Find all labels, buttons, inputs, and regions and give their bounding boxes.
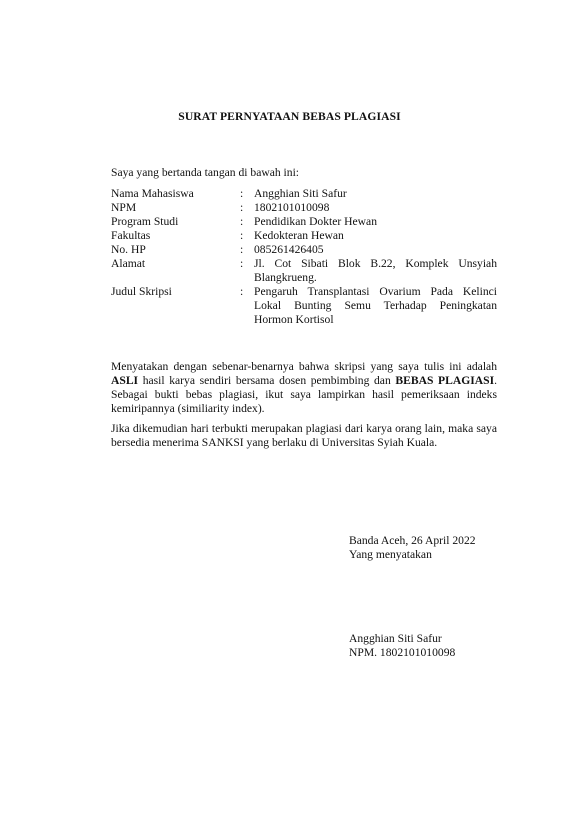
field-value: Pengaruh Transplantasi Ovarium Pada Kelinci Lokal Bunting Semu Terhadap Peningkatan Hormon Kortisol [254,285,497,326]
field-value: Jl. Cot Sibati Blok B.22, Komplek Unsyiah Blangkrueng. [254,257,497,284]
document-title: SURAT PERNYATAAN BEBAS PLAGIASI [178,110,401,123]
asli-emphasis: ASLI [111,374,139,387]
statement-paragraph [111,360,497,416]
field-row-prodi [111,215,497,229]
field-label: Alamat [111,257,146,270]
bebas-plagiasi-emphasis: BEBAS PLAGIASI [395,374,495,387]
sanction-paragraph: Jika dikemudian hari terbukti merupakan plagiasi dari karya orang lain, maka saya bersedia menerima SANKSI yang berlaku di Universitas Syiah Kuala. [111,422,497,449]
field-value: Pendidikan Dokter Hewan [254,215,377,228]
field-row-npm [111,201,497,215]
signature-header [349,534,476,562]
field-label: No. HP [111,243,146,256]
field-row-nama [111,187,497,201]
field-colon: : [240,187,244,200]
intro-text: Saya yang bertanda tangan di bawah ini: [111,166,300,179]
field-value: 085261426405 [254,243,324,256]
signature-footer [349,632,455,660]
field-value: 1802101010098 [254,201,330,214]
field-row-judul [111,285,497,327]
field-colon: : [240,229,244,242]
field-colon: : [240,243,244,256]
statement-text: Menyatakan dengan sebenar-benarnya bahwa skripsi yang saya tulis ini adalah [111,360,497,373]
field-row-hp [111,243,497,257]
statement-text: hasil karya sendiri bersama dosen pembimbing dan [138,374,396,387]
field-value: Angghian Siti Safur [254,187,347,200]
signer-npm: NPM. 1802101010098 [349,646,456,659]
signer-role: Yang menyatakan [349,548,432,561]
field-colon: : [240,285,244,298]
field-colon: : [240,215,244,228]
field-label: NPM [111,201,137,214]
place-date: Banda Aceh, 26 April 2022 [349,534,476,547]
field-colon: : [240,201,244,214]
field-label: Nama Mahasiswa [111,187,194,200]
field-label: Program Studi [111,215,179,228]
field-value: Kedokteran Hewan [254,229,344,242]
field-row-fakultas [111,229,497,243]
field-row-alamat [111,257,497,285]
signer-name: Angghian Siti Safur [349,632,442,645]
student-info [111,187,497,327]
field-label: Judul Skripsi [111,285,172,298]
field-label: Fakultas [111,229,151,242]
statement-text: . Sebagai bukti bebas plagiasi, ikut saya lampirkan hasil pemeriksaan indeks kemiripannya (similiarity index). [111,374,497,415]
field-colon: : [240,257,244,270]
